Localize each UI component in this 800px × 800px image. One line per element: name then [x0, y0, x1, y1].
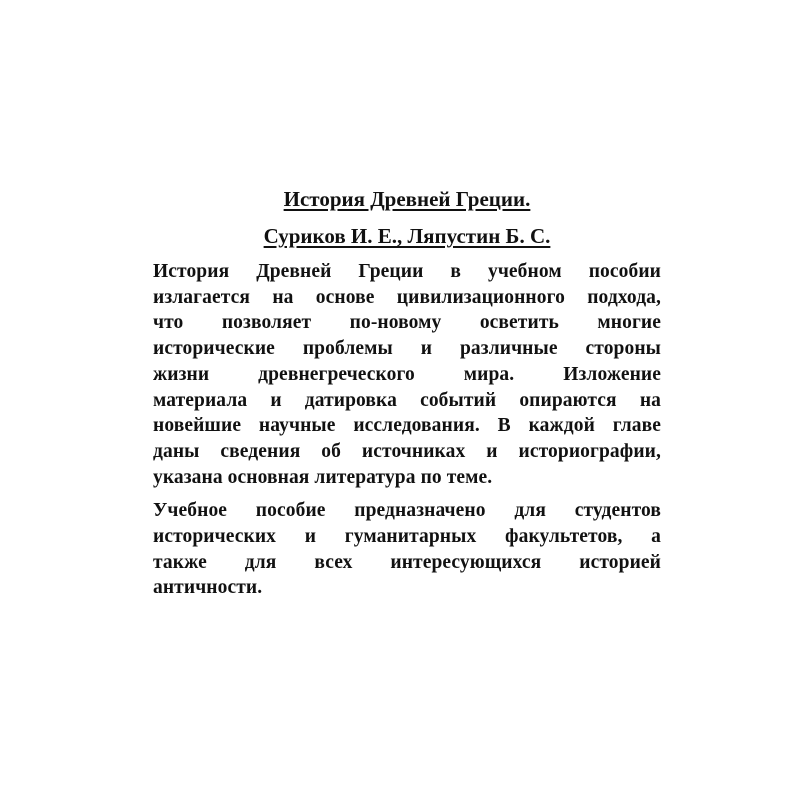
paragraph-line: также для всех интересующихся историей [153, 551, 661, 573]
paragraph-line: История Древней Греции в учебном пособии [153, 261, 661, 282]
paragraph-line: исторических и гуманитарных факультетов, а [153, 526, 661, 548]
paragraph-line: новейшие научные исследования. В каждой главе [153, 415, 661, 437]
description-paragraph-2 [153, 498, 661, 601]
paragraph-line: жизни древнегреческого мира. Изложение [153, 363, 661, 385]
paragraph-line: античности. [153, 577, 263, 599]
paragraph-line: что позволяет по-новому осветить многие [153, 312, 661, 334]
paragraph-line: указана основная литература по теме. [153, 466, 493, 488]
paragraph-line: исторические проблемы и различные стороны [153, 338, 661, 360]
document-body [153, 186, 661, 601]
paragraph-line: материала и датировка событий опираются на [153, 389, 661, 411]
description-paragraph-1 [153, 259, 661, 490]
paragraph-line: излагается на основе цивилизационного подхода, [153, 286, 661, 308]
paragraph-line: Учебное пособие предназначено для студентов [153, 500, 661, 522]
paragraph-line: даны сведения об источниках и историографии, [153, 440, 661, 462]
book-authors: Суриков И. Е., Ляпустин Б. С. [263, 224, 551, 248]
book-title: История Древней Греции. [283, 187, 531, 211]
